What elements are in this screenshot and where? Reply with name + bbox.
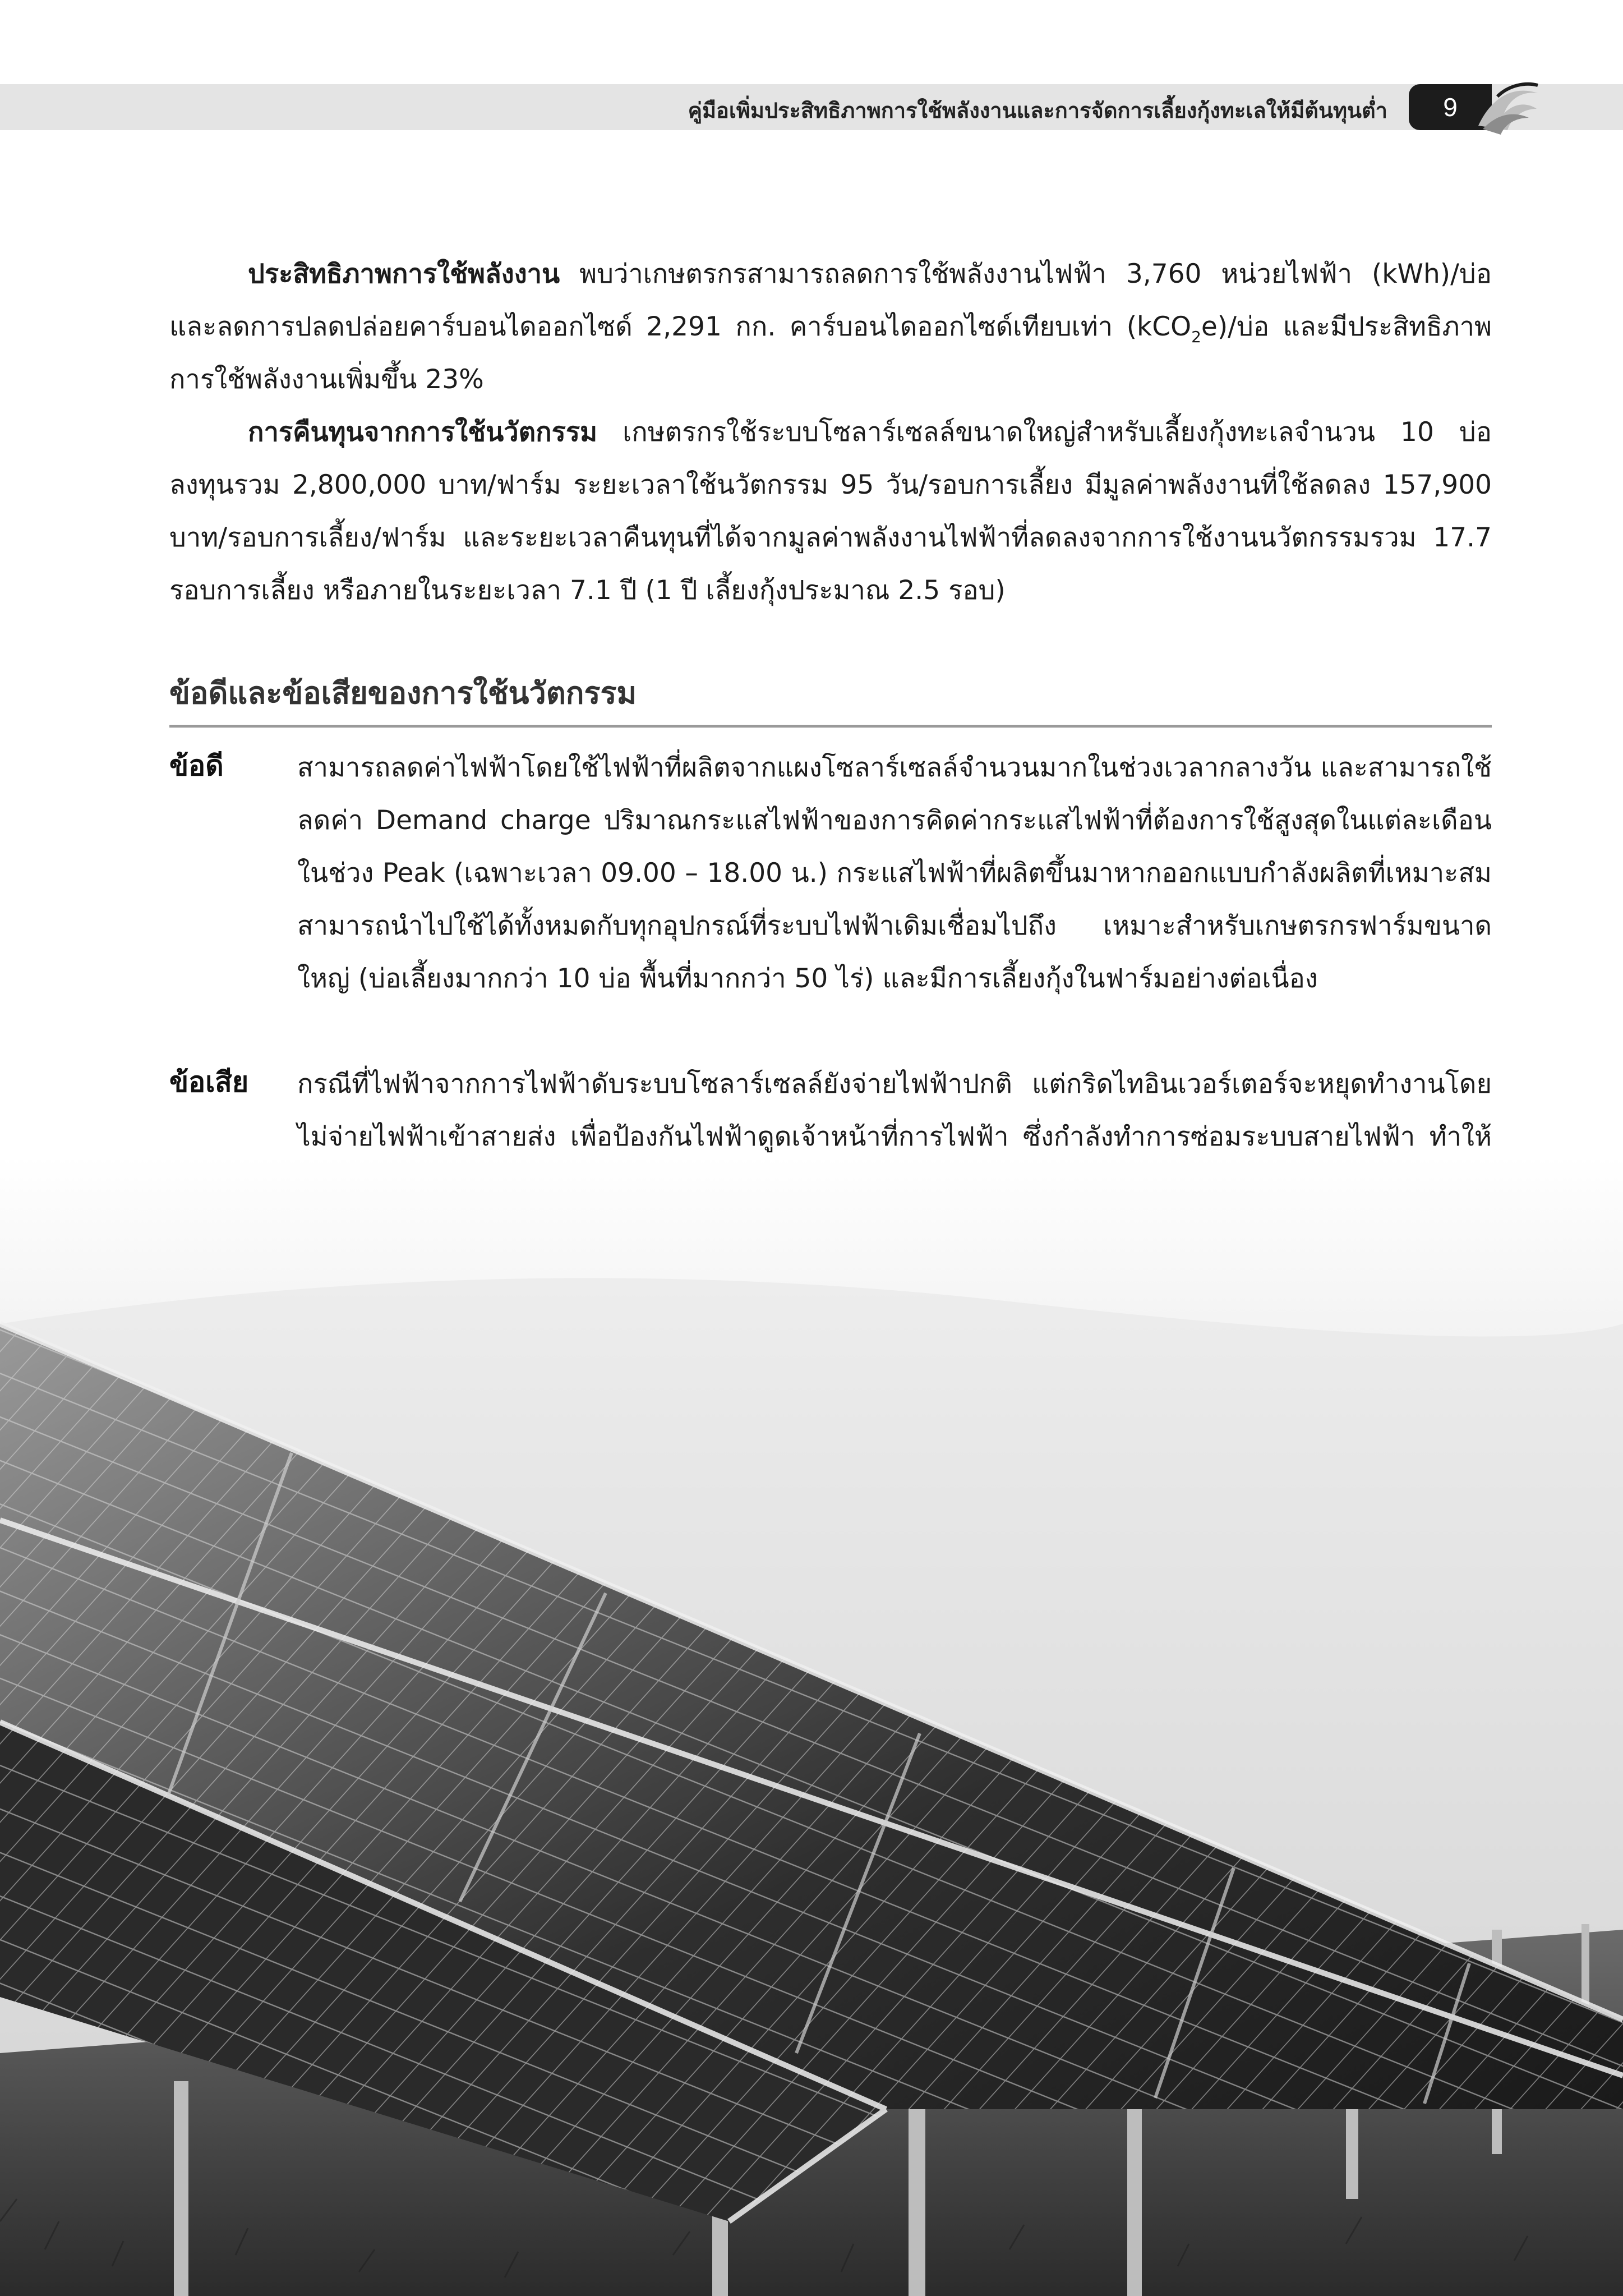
running-header-title: คู่มือเพิ่มประสิทธิภาพการใช้พลังงานและการจัดการเลี้ยงกุ้งทะเลให้มีต้นทุนต่ำ — [688, 98, 1387, 123]
page-number: 9 — [1409, 84, 1492, 130]
cons-label: ข้อเสีย — [169, 1066, 249, 1098]
payback-paragraph — [169, 406, 1492, 617]
efficiency-lead: ประสิทธิภาพการใช้พลังงาน — [248, 259, 560, 289]
pros-label: ข้อดี — [169, 749, 224, 782]
solar-panel-array-photo — [0, 1156, 1623, 2296]
payback-text: เกษตรกรใช้ระบบโซลาร์เซลล์ขนาดใหญ่สำหรับเลี้ยงกุ้งทะเลจำนวน 10 บ่อ ลงทุนรวม 2,800,000 บาท/ฟาร์ม ระยะเวลาใช้นวัตกรรม 95 วัน/รอบการเลี้ยง มีมูลค่าพลังงานที่ใช้ลดลง 157,900 บาท/รอบการเลี้ยง/ฟาร์ม และระยะเวลาคืนทุนที่ได้จากมูลค่าพลังงานไฟฟ้าที่ลดลงจากการใช้งานนวัตกรรมรวม 17.7 รอบการเลี้ยง หรือภายในระยะเวลา 7.1 ปี (1 ปี เลี้ยงกุ้งประมาณ 2.5 รอบ) — [169, 417, 1492, 606]
efficiency-subscript: 2 — [1191, 328, 1201, 346]
efficiency-text-2: e)/บ่อ และมีประสิทธิภาพการใช้พลังงานเพิ่มขึ้น 23% — [169, 311, 1492, 395]
efficiency-paragraph — [169, 248, 1492, 406]
section-heading: ข้อดีและข้อเสียของการใช้นวัตกรรม — [169, 669, 1492, 728]
pros-text: สามารถลดค่าไฟฟ้าโดยใช้ไฟฟ้าที่ผลิตจากแผงโซลาร์เซลล์จำนวนมากในช่วงเวลากลางวัน และสามารถใช้ลดค่า Demand charge ปริมาณกระแสไฟฟ้าของการคิดค่ากระแสไฟฟ้าที่ต้องการใช้สูงสุดในแต่ละเดือน ในช่วง Peak (เฉพาะเวลา 09.00 – 18.00 น.) กระแสไฟฟ้าที่ผลิตขึ้นมาหากออกแบบกำลังผลิตที่เหมาะสมสามารถนำไปใช้ได้ทั้งหมดกับทุกอุปกรณ์ที่ระบบไฟฟ้าเดิมเชื่อมไปถึง เหมาะสำหรับเกษตรกรฟาร์มขนาดใหญ่ (บ่อเลี้ยงมากกว่า 10 บ่อ พื้นที่มากกว่า 50 ไร่) และมีการเลี้ยงกุ้งในฟาร์มอย่างต่อเนื่อง — [297, 752, 1492, 994]
payback-lead: การคืนทุนจากการใช้นวัตกรรม — [248, 417, 598, 448]
wave-logo-icon — [1475, 74, 1542, 141]
efficiency-text-1: พบว่าเกษตรกรสามารถลดการใช้พลังงานไฟฟ้า 3,760 หน่วยไฟฟ้า (kWh)/บ่อ และลดการปลดปล่อยคาร์บอนไดออกไซด์ 2,291 กก. คาร์บอนไดออกไซด์เทียบเท่า (kCO — [169, 259, 1492, 342]
cons-text: กรณีที่ไฟฟ้าจากการไฟฟ้าดับระบบโซลาร์เซลล์ยังจ่ายไฟฟ้าปกติ แต่กริดไทอินเวอร์เตอร์จะหยุดทำงานโดยไม่จ่ายไฟฟ้าเข้าสายส่ง เพื่อป้องกันไฟฟ้าดูดเจ้าหน้าที่การไฟฟ้า ซึ่งกำลังทำการซ่อมระบบสายไฟฟ้า ทำให้ — [297, 1069, 1492, 1152]
